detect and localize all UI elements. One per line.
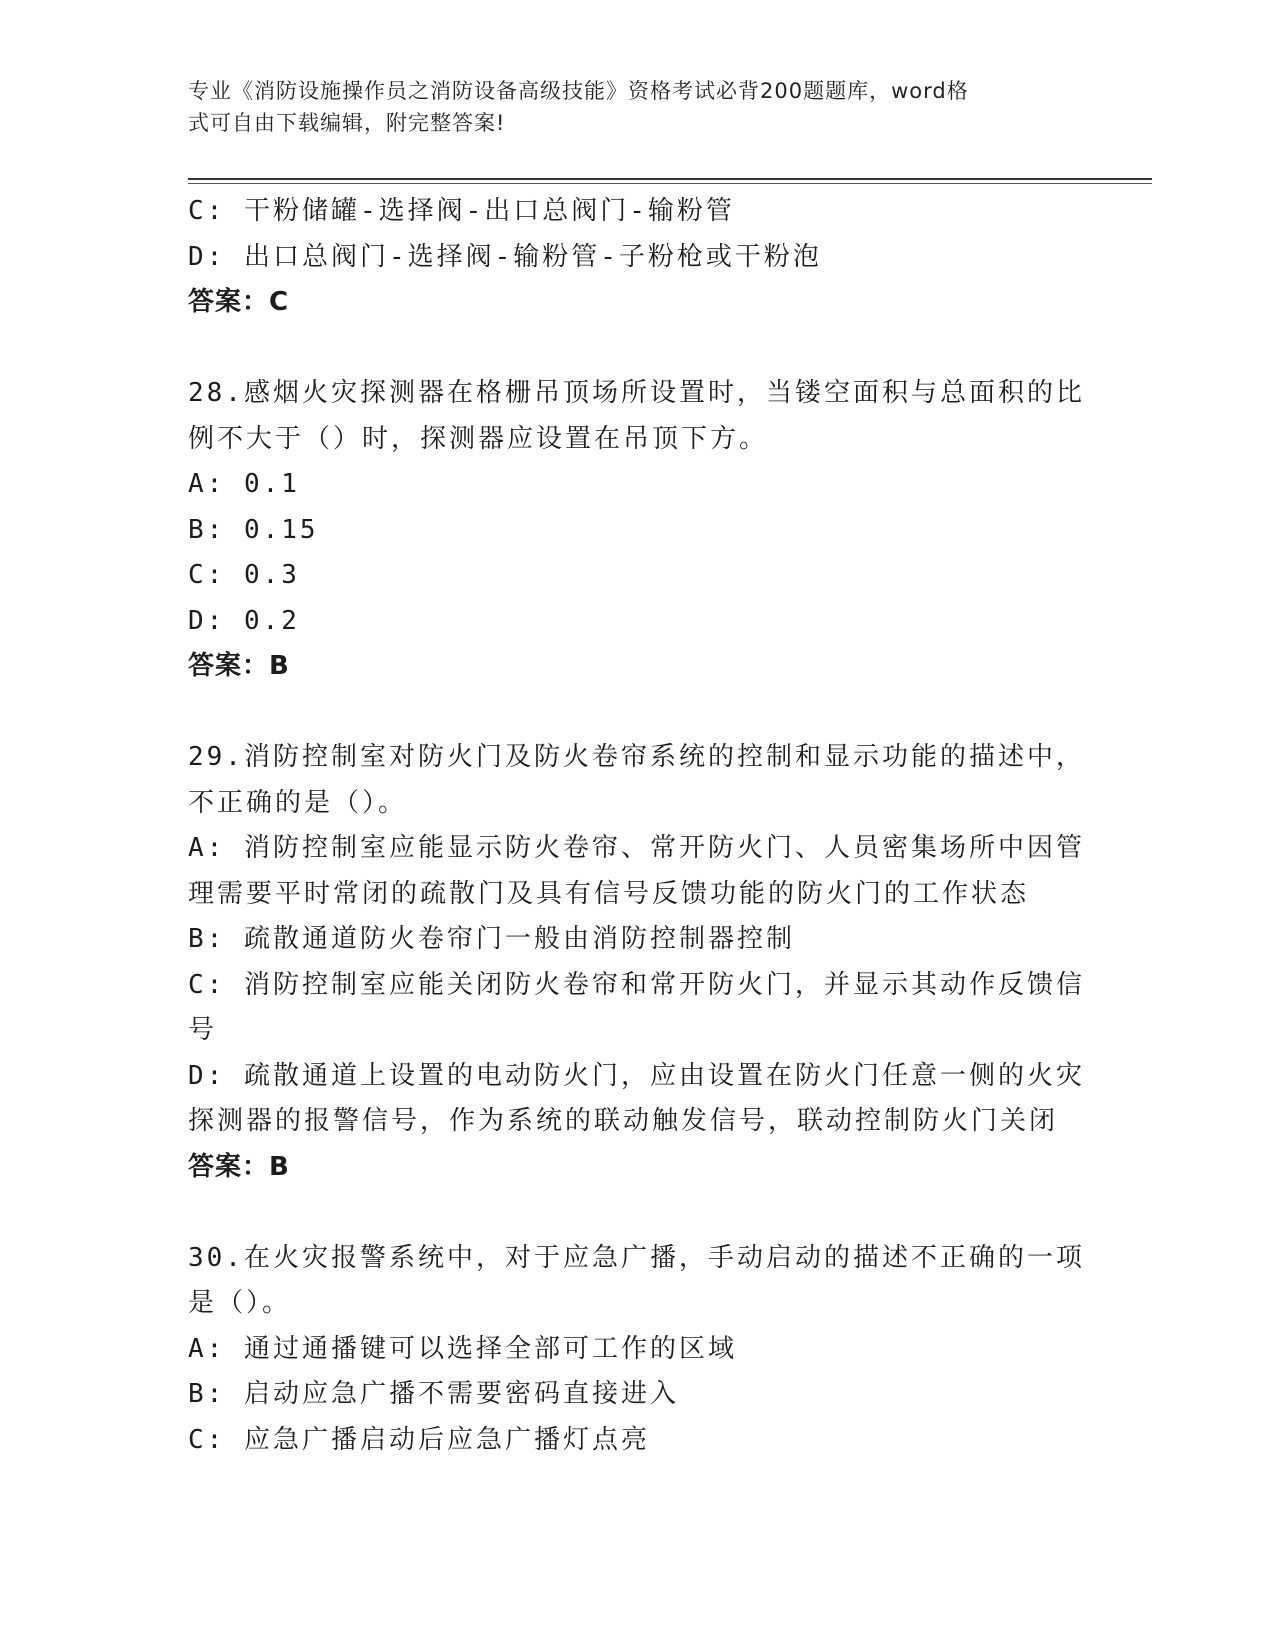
spacer: [188, 1190, 1088, 1236]
q27-answer: 答案：C: [188, 287, 290, 317]
q30-option-b: B: 启动应急广播不需要密码直接进入: [188, 1379, 679, 1409]
q28-option-d: D: 0.2: [188, 605, 300, 636]
q28-option-a: A: 0.1: [188, 469, 300, 499]
header-line-1: 专业《消防设施操作员之消防设备高级技能》资格考试必背200题题库，word格: [188, 79, 969, 103]
spacer: [188, 690, 1088, 736]
q29-option-c-line-1: C: 消防控制室应能关闭防火卷帘和常开防火门，并显示其动作反馈信: [188, 969, 1085, 1000]
q29-stem-line-2: 不正确的是（）。: [188, 787, 408, 818]
question-list: [188, 189, 1088, 1463]
q30-stem-line-2: 是（）。: [188, 1288, 292, 1318]
q29-option-c-line-2: 号: [188, 1015, 218, 1045]
q28-option-b: B: 0.15: [188, 514, 319, 545]
q28-answer: 答案：B: [188, 651, 290, 681]
q29-option-d-line-2: 探测器的报警信号，作为系统的联动触发信号，联动控制防火门关闭: [188, 1106, 1059, 1136]
q29-stem-line-1: 29.消防控制室对防火门及防火卷帘系统的控制和显示功能的描述中，: [188, 742, 1085, 772]
q29-option-a-line-2: 理需要平时常闭的疏散门及具有信号反馈功能的防火门的工作状态: [188, 878, 1030, 909]
q27-option-c: C: 干粉储罐-选择阀-出口总阀门-输粉管: [188, 196, 735, 226]
q30-option-a: A: 通过通播键可以选择全部可工作的区域: [188, 1333, 737, 1364]
question-27-fragment: [188, 189, 1088, 326]
header-rule-thick: [188, 178, 1152, 180]
document-header: [188, 75, 1088, 139]
question-28: [188, 371, 1088, 690]
question-30: [188, 1236, 1088, 1464]
q28-option-c: C: 0.3: [188, 560, 300, 590]
header-line-2: 式可自由下载编辑，附完整答案!: [188, 111, 506, 135]
q28-stem-line-1: 28.感烟火灾探测器在格栅吊顶场所设置时，当镂空面积与总面积的比: [188, 378, 1085, 408]
q28-stem-line-2: 例不大于（）时，探测器应设置在吊顶下方。: [188, 423, 769, 454]
q29-option-d-line-1: D: 疏散通道上设置的电动防火门，应由设置在防火门任意一侧的火灾: [188, 1060, 1085, 1091]
q29-option-b: B: 疏散通道防火卷帘门一般由消防控制器控制: [188, 924, 795, 954]
header-rule-thin: [188, 183, 1152, 184]
spacer: [188, 326, 1088, 372]
q29-answer: 答案：B: [188, 1151, 290, 1182]
q27-option-d: D: 出口总阀门-选择阀-输粉管-子粉枪或干粉泡: [188, 241, 822, 272]
q30-stem-line-1: 30.在火灾报警系统中，对于应急广播，手动启动的描述不正确的一项: [188, 1242, 1085, 1273]
question-29: [188, 735, 1088, 1190]
q29-option-a-line-1: A: 消防控制室应能显示防火卷帘、常开防火门、人员密集场所中因管: [188, 833, 1085, 863]
q30-option-c: C: 应急广播启动后应急广播灯点亮: [188, 1424, 650, 1455]
